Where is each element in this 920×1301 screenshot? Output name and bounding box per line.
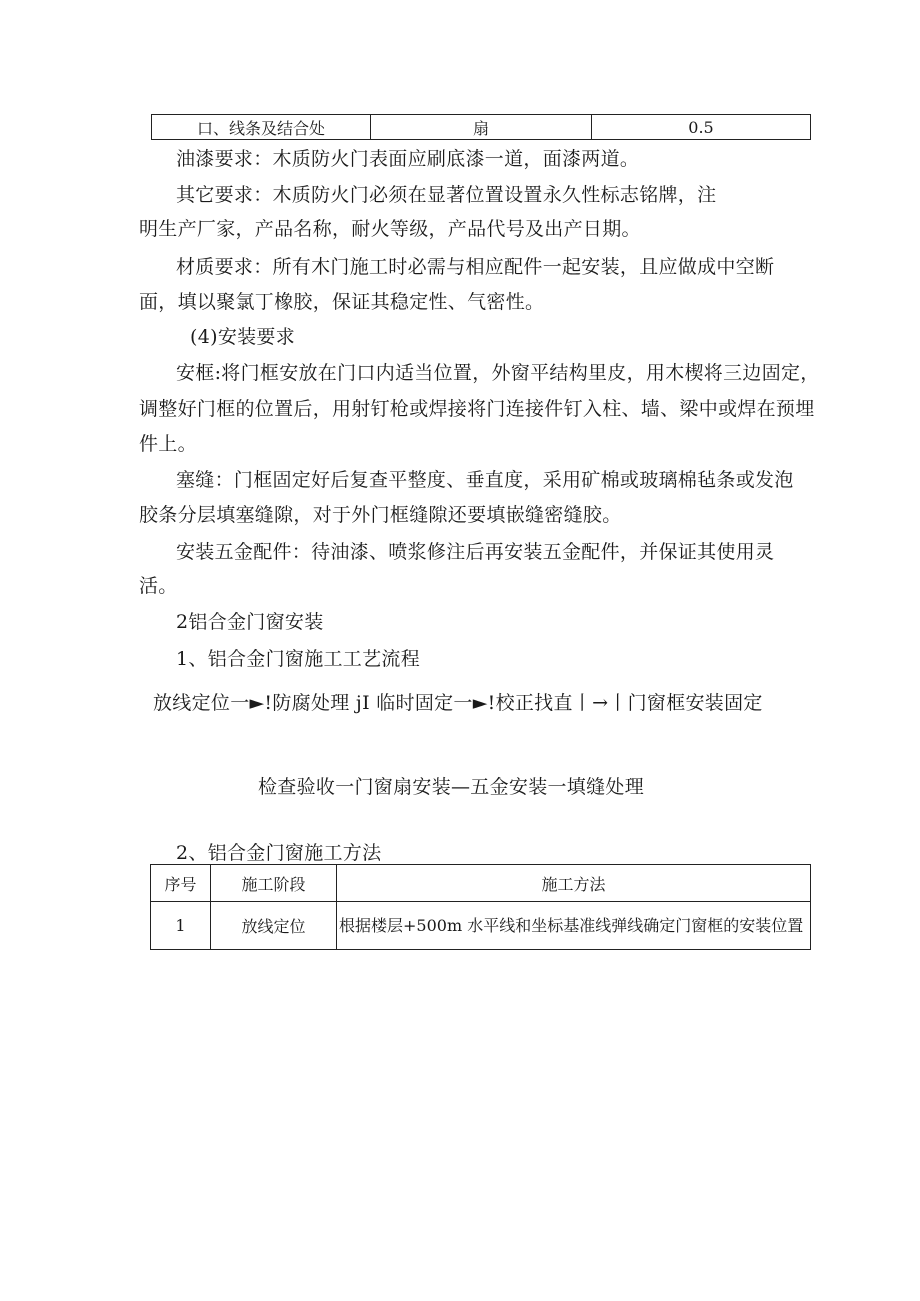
frame-install-line1: 安框:将门框安放在门口内适当位置，外窗平结构里皮，用木楔将三边固定， (176, 362, 820, 384)
install-requirement-heading: (4)安装要求 (190, 326, 296, 348)
table-header-row (151, 865, 811, 902)
frame-install-line2: 调整好门框的位置后，用射钉枪或焊接将门连接件钉入柱、墙、梁中或焊在预埋 (139, 398, 815, 420)
seam-filling-line1: 塞缝：门框固定好后复查平整度、垂直度，采用矿棉或玻璃棉毡条或发泡 (176, 469, 794, 491)
row-method: 根据楼层+500m 水平线和坐标基准线弹线确定门窗框的安装位置 (337, 902, 811, 950)
other-requirement-line1: 其它要求：木质防火门必须在显著位置设置永久性标志铭牌，注 (176, 184, 717, 206)
process-flow-heading: 1、铝合金门窗施工工艺流程 (176, 648, 420, 670)
column-header: 施工方法 (337, 865, 811, 902)
section-heading: 2铝合金门窗安装 (176, 611, 324, 633)
frame-install-line3: 件上。 (139, 433, 197, 455)
hardware-install-line2: 活。 (139, 575, 178, 597)
material-requirement-line2: 面，填以聚氯丁橡胶，保证其稳定性、气密性。 (139, 291, 545, 313)
seam-filling-line2: 胶条分层填塞缝隙，对于外门框缝隙还要填嵌缝密缝胶。 (139, 504, 622, 526)
table-row (152, 115, 811, 140)
other-requirement-line2: 明生产厂家，产品名称，耐火等级，产品代号及出产日期。 (139, 218, 641, 240)
column-header: 序号 (151, 865, 211, 902)
method-heading: 2、铝合金门窗施工方法 (176, 842, 382, 864)
process-flow-line2: 检查验收一门窗扇安装—五金安装一填缝处理 (258, 776, 645, 798)
row-number: 1 (151, 902, 211, 950)
method-table (150, 864, 811, 950)
table-cell: 0.5 (592, 115, 811, 140)
process-flow-line1: 放线定位一►!防腐处理 jI 临时固定一►!校正找直丨→丨门窗框安装固定 (153, 692, 763, 714)
table-cell: 口、线条及结合处 (152, 115, 371, 140)
paint-requirement: 油漆要求：木质防火门表面应刷底漆一道，面漆两道。 (176, 148, 640, 170)
hardware-install-line1: 安装五金配件：待油漆、喷浆修注后再安装五金配件，并保证其使用灵 (176, 541, 775, 563)
row-stage: 放线定位 (211, 902, 337, 950)
material-requirement-line1: 材质要求：所有木门施工时必需与相应配件一起安装，且应做成中空断 (176, 256, 775, 278)
table-row (151, 902, 811, 950)
column-header: 施工阶段 (211, 865, 337, 902)
table-cell: 扇 (371, 115, 592, 140)
top-table (151, 114, 811, 140)
